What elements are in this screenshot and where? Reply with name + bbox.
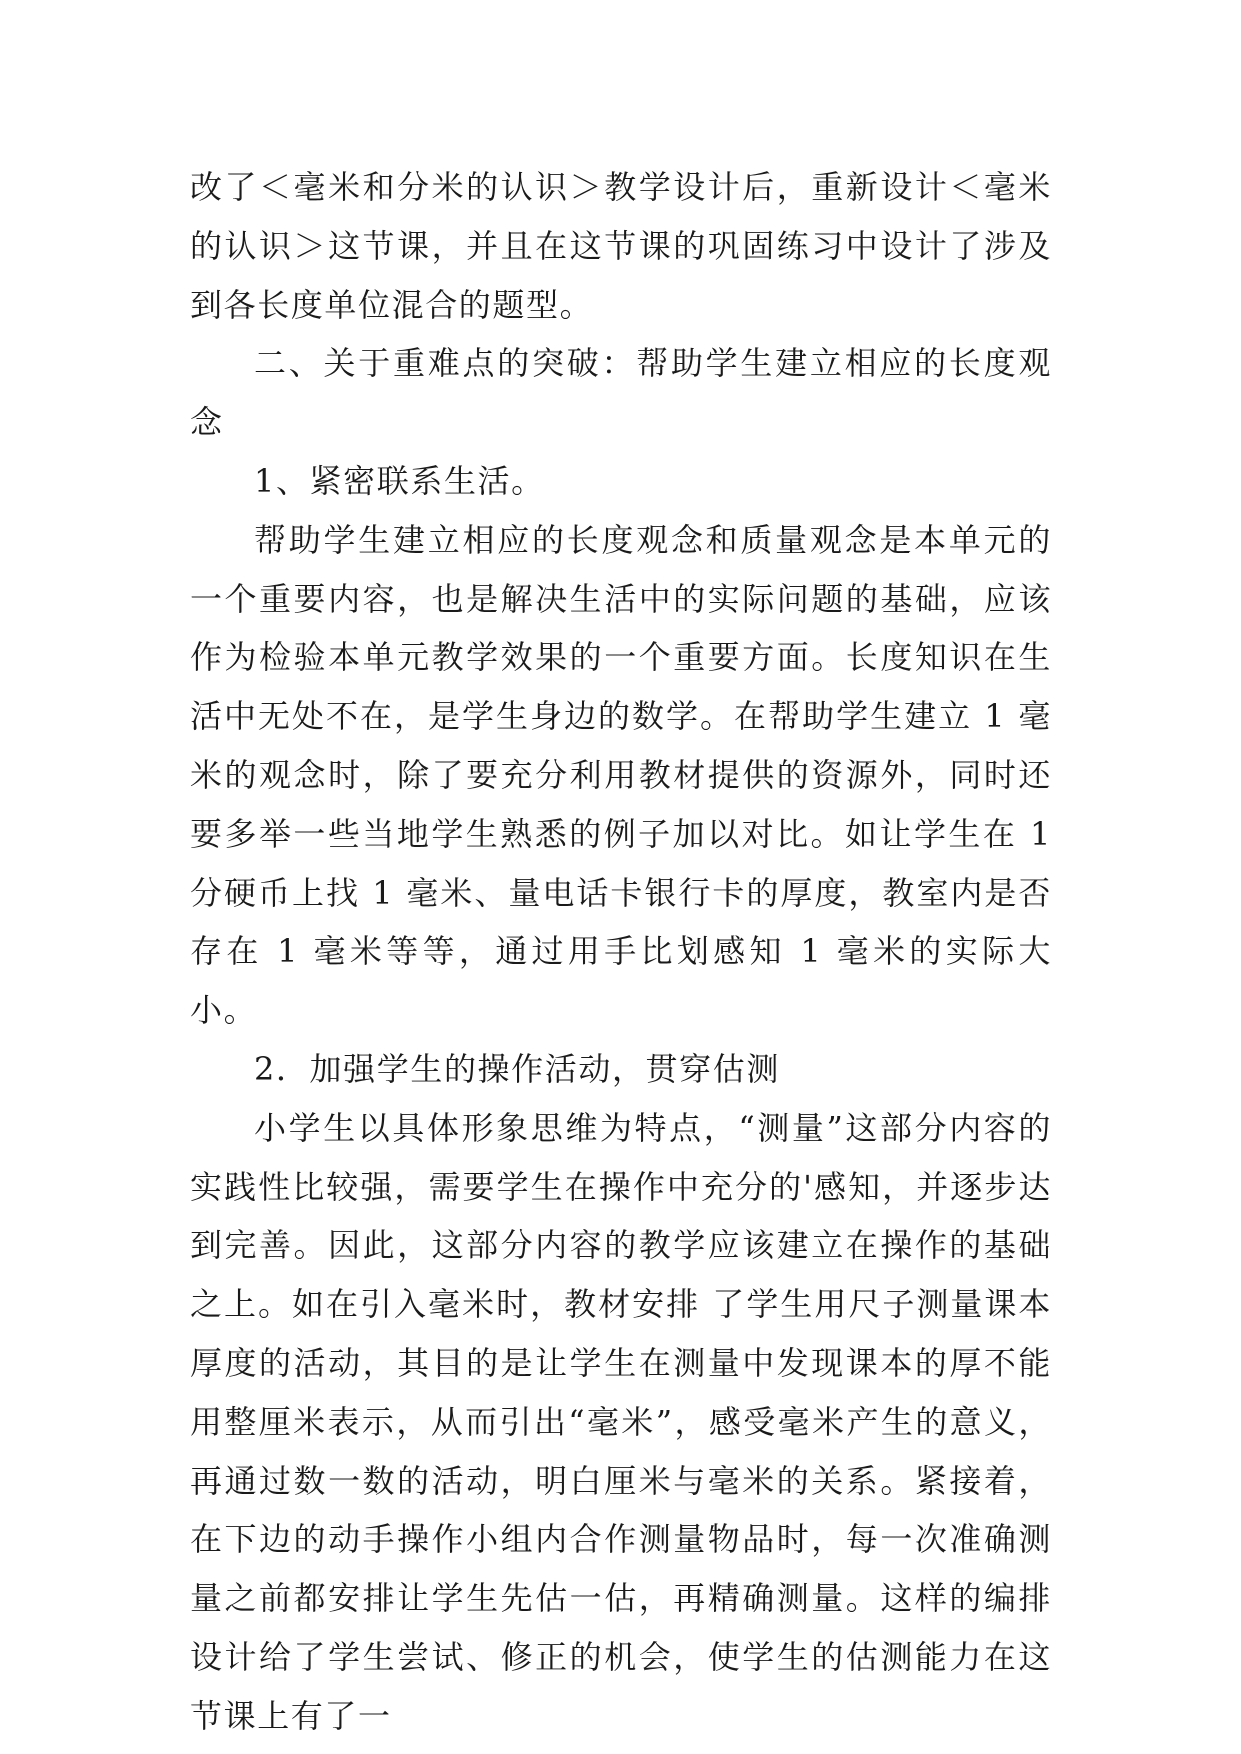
document-body (190, 158, 1052, 1746)
paragraph-continued-intro: 改了＜毫米和分米的认识＞教学设计后，重新设计＜毫米的认识＞这节课，并且在这节课的巩固练习中设计了涉及到各长度单位混合的题型。 (190, 168, 1052, 324)
subheading-connect-life: 1、紧密联系生活。 (254, 461, 545, 500)
paragraph-measurement-practice: 小学生以具体形象思维为特点，“测量”这部分内容的实践性比较强，需要学生在操作中充分的'感知，并逐步达到完善。因此，这部分内容的教学应该建立在操作的基础之上。如在引入毫米时，教材安排 了学生用尺子测量课本厚度的活动，其目的是让学生在测量中发现课本的厚不能用整厘米表示，从而引出“毫米”，感受毫米产生的意义，再通过数一数的活动，明白厘米与毫米的关系。紧接着，在下边的动手操作小组内合作测量物品时，每一次准确测量之前都安排让学生先估一估，再精确测量。这样的编排设计给了学生尝试、修正的机会，使学生的估测能力在这节课上有了一 (190, 1108, 1052, 1735)
subheading-operation-estimation: 2．加强学生的操作活动，贯穿估测 (254, 1049, 780, 1088)
paragraph-length-concept: 帮助学生建立相应的长度观念和质量观念是本单元的一个重要内容，也是解决生活中的实际问题的基础，应该作为检验本单元教学效果的一个重要方面。长度知识在生活中无处不在，是学生身边的数学。在帮助学生建立 1 毫米的观念时，除了要充分利用教材提供的资源外，同时还要多举一些当地学生熟悉的例子加以对比。如让学生在 1 分硬币上找 1 毫米、量电话卡银行卡的厚度，教室内是否存在 1 毫米等等，通过用手比划感知 1 毫米的实际大小。 (190, 520, 1052, 1030)
section-heading-key-points: 二、关于重难点的突破：帮助学生建立相应的长度观念 (190, 344, 1052, 442)
